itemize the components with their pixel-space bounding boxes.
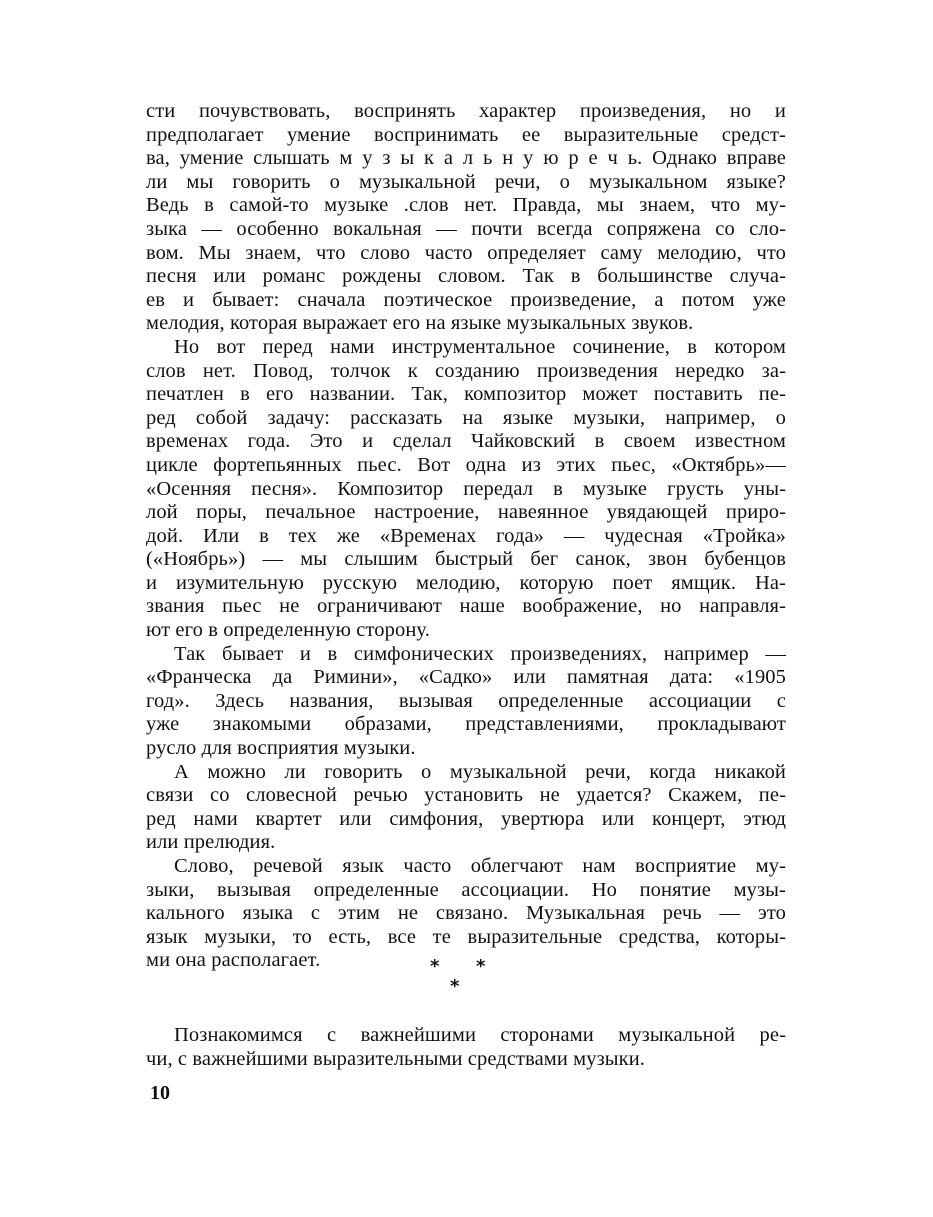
section-separator (420, 956, 500, 997)
text-line: год». Здесь названия, вызывая определенные ассоциации с (146, 689, 786, 712)
text-line: зыки, вызывая определенные ассоциации. Но понятие музы- (146, 878, 786, 901)
separator-star: * (450, 976, 460, 997)
text-line: Ведь в самой-то музыке .слов нет. Правда, мы знаем, что му- (146, 194, 786, 217)
body-text (146, 100, 786, 973)
text-line: временах года. Это и сделал Чайковский в своем известном (146, 430, 786, 453)
text-line: печатлен в его названии. Так, композитор может поставить пе- (146, 383, 786, 406)
text-line: Так бывает и в симфонических произведениях, например — (174, 642, 786, 665)
text-line: или прелюдия. (146, 831, 276, 854)
text-line: язык музыки, то есть, все те выразительные средства, которы- (146, 925, 786, 948)
text-line: Слово, речевой язык часто облегчают нам восприятие му- (174, 855, 786, 877)
text-line: («Ноябрь») — мы слышим быстрый бег санок, звон бубенцов (146, 548, 786, 571)
text-line: ва, умение слышать м у з ы к а л ь н у ю р е ч ь. Однако вправе (146, 147, 786, 170)
text-line: вом. Мы знаем, что слово часто определяет саму мелодию, что (146, 241, 786, 264)
text-line: цикле фортепьянных пьес. Вот одна из этих пьес, «Октябрь»— (146, 453, 786, 476)
text-line: ев и бывает: сначала поэтическое произведение, а потом уже (146, 288, 786, 311)
text-line: ред собой задачу: рассказать на языке музыки, например, о (146, 406, 786, 429)
text-line: песня или романс рождены словом. Так в большинстве случа- (146, 265, 786, 288)
closing-paragraph (146, 1024, 786, 1071)
text-line: звания пьес не ограничивают наше воображение, но направля- (146, 595, 786, 618)
text-line: Но вот перед нами инструментальное сочинение, в котором (174, 335, 786, 358)
text-line: ред нами квартет или симфония, увертюра или концерт, этюд (146, 807, 786, 830)
text-line: ми она располагает. (146, 949, 321, 972)
text-line: связи со словесной речью установить не удается? Скажем, пе- (146, 784, 786, 807)
text-line: уже знакомыми образами, представлениями, прокладывают (146, 713, 786, 736)
text-line: предполагает умение воспринимать ее выразительные средст- (146, 123, 786, 146)
text-line: лой поры, печальное настроение, навеянное увядающей приро- (146, 501, 786, 524)
text-line: сти почувствовать, воспринять характер произведения, но и (146, 100, 786, 122)
text-line: «Франческа да Римини», «Садко» или памятная дата: «1905 (146, 666, 786, 689)
text-line: ют его в определенную сторону. (146, 619, 430, 642)
text-line: А можно ли говорить о музыкальной речи, когда никакой (174, 760, 786, 783)
text-line: ли мы говорить о музыкальной речи, о музыкальном языке? (146, 170, 786, 193)
text-line: зыка — особенно вокальная — почти всегда сопряжена со сло- (146, 217, 786, 240)
text-line: русло для восприятия музыки. (146, 737, 416, 760)
text-line: дой. Или в тех же «Временах года» — чудесная «Тройка» (146, 524, 786, 547)
separator-star: * (430, 956, 440, 977)
text-line: Познакомимся с важнейшими сторонами музыкальной ре- (174, 1024, 786, 1046)
text-line: мелодия, которая выражает его на языке музыкальных звуков. (146, 312, 694, 335)
text-line: «Осенняя песня». Композитор передал в музыке грусть уны- (146, 477, 786, 500)
text-line: кального языка с этим не связано. Музыкальная речь — это (146, 902, 786, 925)
text-line: слов нет. Повод, толчок к созданию произведения нередко за- (146, 359, 786, 382)
text-line: и изумительную русскую мелодию, которую поет ямщик. На- (146, 571, 786, 594)
text-line: чи, с важнейшими выразительными средствами музыки. (146, 1047, 646, 1070)
page-number: 10 (150, 1082, 170, 1104)
separator-star: * (476, 956, 486, 977)
